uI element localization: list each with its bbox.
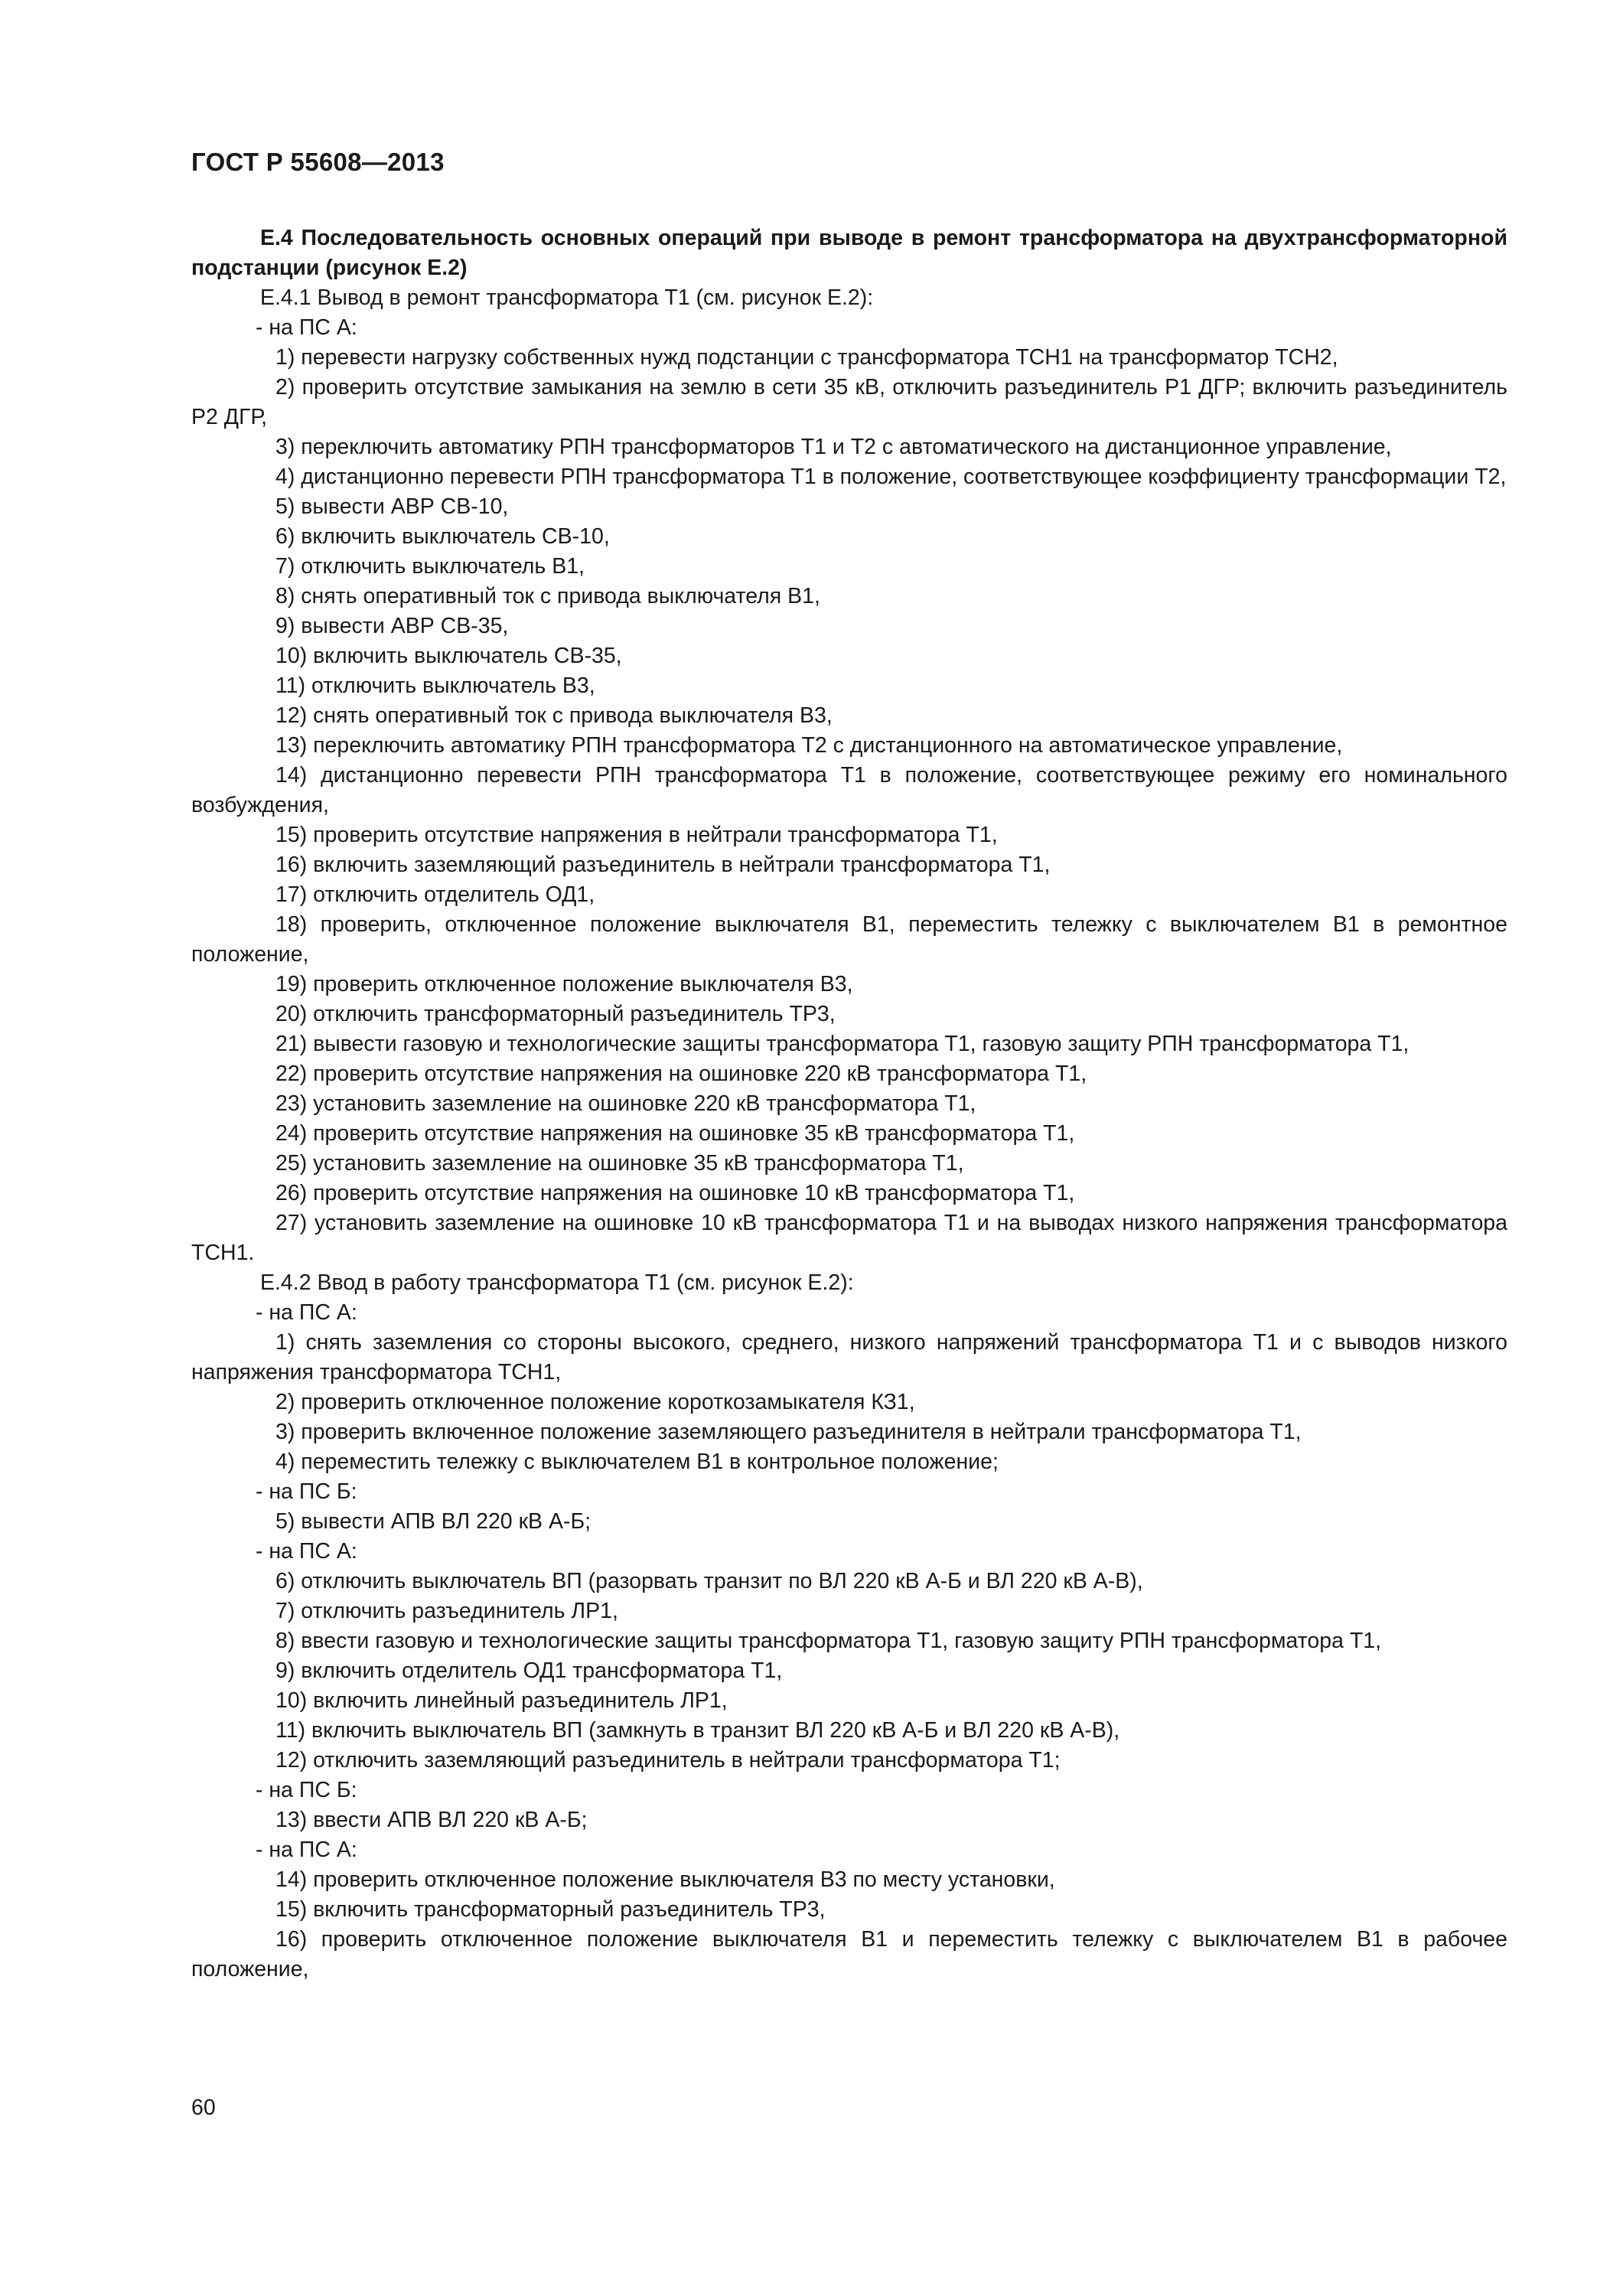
list-item: 21) вывести газовую и технологические защиты трансформатора Т1, газовую защиту РПН трансформатора Т1, xyxy=(275,1032,1410,1056)
substation-label: - на ПС А: xyxy=(256,1539,357,1564)
document-header: ГОСТ Р 55608—2013 xyxy=(191,148,445,176)
subsection-heading: Е.4.1 Вывод в ремонт трансформатора Т1 (см. рисунок Е.2): xyxy=(260,285,874,310)
section-title: Е.4 Последовательность основных операций при выводе в ремонт трансформатора на двухтрансформаторной подстанции (рисунок Е.2) xyxy=(191,226,1507,280)
substation-label: - на ПС Б: xyxy=(256,1778,357,1802)
list-item: 17) отключить отделитель ОД1, xyxy=(275,882,595,907)
list-item: 25) установить заземление на ошиновке 35 кВ трансформатора Т1, xyxy=(275,1151,964,1176)
list-item: 23) установить заземление на ошиновке 220 кВ трансформатора Т1, xyxy=(275,1091,976,1116)
list-item: 3) проверить включенное положение заземляющего разъединителя в нейтрали трансформатора Т1, xyxy=(275,1420,1302,1444)
list-item: 11) включить выключатель ВП (замкнуть в транзит ВЛ 220 кВ А-Б и ВЛ 220 кВ А-В), xyxy=(275,1718,1120,1743)
list-item: 19) проверить отключенное положение выключателя В3, xyxy=(275,972,853,996)
list-item: 14) проверить отключенное положение выключателя В3 по месту установки, xyxy=(275,1867,1055,1892)
list-item: 18) проверить, отключенное положение выключателя В1, переместить тележку с выключателем В1 в ремонтное положение, xyxy=(191,912,1507,967)
list-item: 6) отключить выключатель ВП (разорвать транзит по ВЛ 220 кВ А-Б и ВЛ 220 кВ А-В), xyxy=(275,1569,1143,1593)
substation-label: - на ПС Б: xyxy=(256,1479,357,1504)
list-item: 16) включить заземляющий разъединитель в нейтрали трансформатора Т1, xyxy=(275,853,1051,877)
list-item: 27) установить заземление на ошиновке 10 кВ трансформатора Т1 и на выводах низкого напряжения трансформатора ТСН1. xyxy=(191,1211,1507,1265)
substation-label: - на ПС А: xyxy=(256,315,357,340)
list-item: 10) включить выключатель СВ-35, xyxy=(275,644,622,668)
list-item: 14) дистанционно перевести РПН трансформатора Т1 в положение, соответствующее режиму его номинального возбуждения, xyxy=(191,763,1507,817)
list-item: 22) проверить отсутствие напряжения на ошиновке 220 кВ трансформатора Т1, xyxy=(275,1062,1087,1086)
list-item: 1) снять заземления со стороны высокого, среднего, низкого напряжений трансформатора Т1 и с выводов низкого напряжения трансформатора ТСН1, xyxy=(191,1330,1507,1384)
list-item: 15) включить трансформаторный разъединитель ТР3, xyxy=(275,1897,826,1922)
list-item: 12) снять оперативный ток с привода выключателя В3, xyxy=(275,703,833,728)
list-item: 13) переключить автоматику РПН трансформатора Т2 с дистанционного на автоматическое управление, xyxy=(275,733,1343,758)
document-body xyxy=(191,223,1507,1985)
list-item: 9) включить отделитель ОД1 трансформатора Т1, xyxy=(275,1658,783,1683)
substation-label: - на ПС А: xyxy=(256,1300,357,1325)
list-item: 5) вывести АПВ ВЛ 220 кВ А-Б; xyxy=(275,1509,592,1534)
list-item: 16) проверить отключенное положение выключателя В1 и переместить тележку с выключателем В1 в рабочее положение, xyxy=(191,1927,1507,1981)
subsection-heading: Е.4.2 Ввод в работу трансформатора Т1 (см. рисунок Е.2): xyxy=(260,1270,854,1295)
list-item: 20) отключить трансформаторный разъединитель ТР3, xyxy=(275,1002,836,1026)
list-item: 7) отключить разъединитель ЛР1, xyxy=(275,1599,618,1623)
list-item: 15) проверить отсутствие напряжения в нейтрали трансформатора Т1, xyxy=(275,823,998,847)
list-item: 3) переключить автоматику РПН трансформаторов Т1 и Т2 с автоматического на дистанционное управление, xyxy=(275,435,1392,459)
list-item: 11) отключить выключатель В3, xyxy=(275,673,595,698)
list-item: 5) вывести АВР СВ-10, xyxy=(275,494,509,519)
list-item: 8) ввести газовую и технологические защиты трансформатора Т1, газовую защиту РПН трансформатора Т1, xyxy=(275,1629,1382,1653)
list-item: 13) ввести АПВ ВЛ 220 кВ А-Б; xyxy=(275,1808,588,1832)
list-item: 24) проверить отсутствие напряжения на ошиновке 35 кВ трансформатора Т1, xyxy=(275,1121,1075,1146)
list-item: 7) отключить выключатель В1, xyxy=(275,554,585,579)
list-item: 26) проверить отсутствие напряжения на ошиновке 10 кВ трансформатора Т1, xyxy=(275,1181,1075,1205)
list-item: 10) включить линейный разъединитель ЛР1, xyxy=(275,1688,728,1713)
list-item: 1) перевести нагрузку собственных нужд подстанции с трансформатора ТСН1 на трансформатор ТСН2, xyxy=(275,345,1338,370)
list-item: 9) вывести АВР СВ-35, xyxy=(275,614,509,638)
list-item: 4) дистанционно перевести РПН трансформатора Т1 в положение, соответствующее коэффициенту трансформации Т2, xyxy=(275,465,1507,489)
list-item: 2) проверить отключенное положение короткозамыкателя КЗ1, xyxy=(275,1390,915,1414)
list-item: 12) отключить заземляющий разъединитель в нейтрали трансформатора Т1; xyxy=(275,1748,1061,1773)
list-item: 4) переместить тележку с выключателем В1 в контрольное положение; xyxy=(275,1450,999,1474)
page-number: 60 xyxy=(191,2095,216,2120)
substation-label: - на ПС А: xyxy=(256,1838,357,1862)
list-item: 2) проверить отсутствие замыкания на землю в сети 35 кВ, отключить разъединитель Р1 ДГР; включить разъединитель Р2 ДГР, xyxy=(191,375,1507,429)
list-item: 6) включить выключатель СВ-10, xyxy=(275,524,610,549)
list-item: 8) снять оперативный ток с привода выключателя В1, xyxy=(275,584,820,608)
